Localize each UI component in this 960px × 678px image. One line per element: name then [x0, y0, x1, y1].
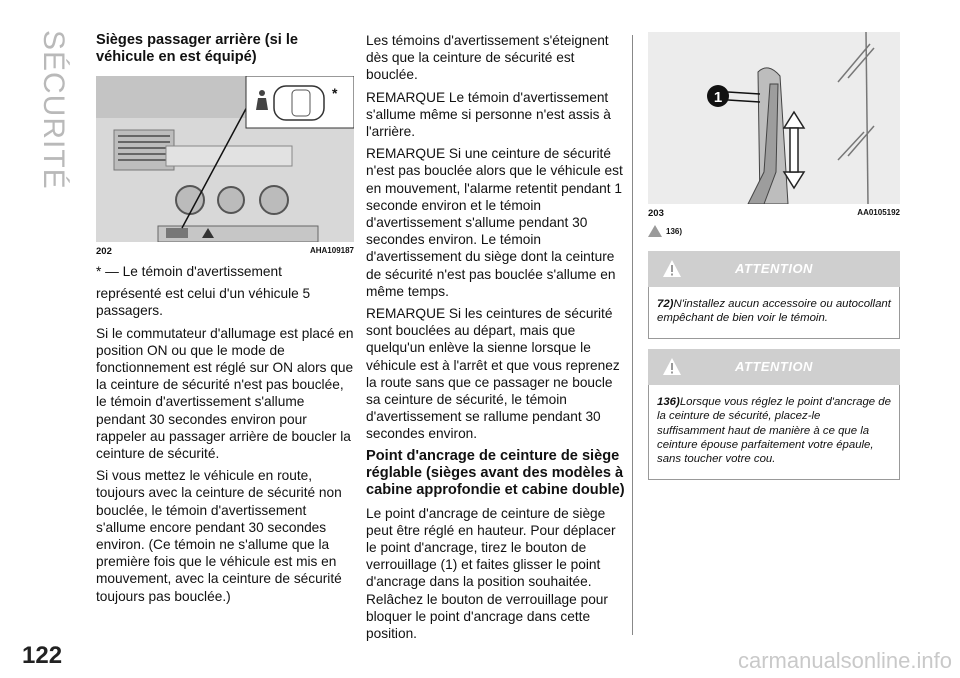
rear-seats-heading: Sièges passager arrière (si le véhicule en est équipé) — [96, 32, 299, 65]
column-1 — [96, 32, 354, 610]
watermark: carmanualsonline.info — [737, 648, 952, 673]
figure-203-caption — [648, 208, 900, 219]
attention-body — [648, 287, 900, 339]
figure-code: AHA109187 — [309, 246, 354, 255]
callout-1: 1 — [713, 89, 723, 106]
paragraph: Si vous mettez le véhicule en route, toujours avec la ceinture de sécurité non bouclée, le témoin d'avertissement s'allume encore pendant 30 secondes environ. (Ce témoin ne s'allume que la première fois que le véhicule est mis en mouvement, avec la ceinture de sécurité toujours pas bouclée.) — [96, 468, 342, 604]
column-3 — [648, 32, 900, 490]
figure-202-dashboard — [96, 76, 354, 242]
paragraph: REMARQUE Le témoin d'avertissement s'allume même si personne n'est assis à l'arrière. — [366, 89, 611, 140]
warning-triangle-icon — [648, 225, 662, 237]
attention-ref: 136) — [657, 395, 680, 408]
figure-202-caption — [96, 246, 354, 257]
figure-star: * — [332, 85, 338, 101]
warning-reference — [648, 225, 900, 237]
attention-ref: 72) — [657, 298, 674, 310]
attention-title: ATTENTION — [735, 358, 813, 374]
paragraph: REMARQUE Si les ceintures de sécurité sont bouclées au départ, mais que quelqu'un enlève la sienne lorsque le véhicule est à l'arrêt et que vous reprenez la route sans que ce passager ne boucle sa ceinture de sécurité, le témoin d'avertissement se rallume pendant 30 secondes environ. — [366, 306, 620, 442]
section-side-label — [18, 30, 70, 200]
dashboard-illustration — [96, 76, 354, 242]
section-title: SÉCURITÉ — [37, 30, 70, 190]
paragraph: * — Le témoin d'avertissement — [96, 264, 282, 279]
attention-box — [648, 251, 900, 339]
paragraph: représenté est celui d'un véhicule 5 passagers. — [96, 286, 311, 319]
page-number: 122 — [22, 642, 63, 669]
figure-code: AA0105192 — [857, 208, 900, 217]
column-divider — [632, 35, 633, 635]
attention-text: N'installez aucun accessoire ou autocollant empêchant de bien voir le témoin. — [657, 298, 891, 325]
attention-title: ATTENTION — [735, 261, 813, 276]
paragraph: REMARQUE Si une ceinture de sécurité n'est pas bouclée alors que le véhicule est en mouvement, l'alarme retentit pendant 1 seconde environ et le témoin d'avertissement s'allume pendant 30 secondes environ. Le témoin d'avertissement du siège dont la ceinture de sécurité n'est pas bouclée s'allume en même temps. — [366, 146, 623, 299]
anchor-illustration — [648, 32, 900, 204]
figure-203-anchor — [648, 32, 900, 204]
warning-ref-number: 136) — [666, 226, 683, 236]
figure-number: 202 — [96, 246, 112, 257]
paragraph: Les témoins d'avertissement s'éteignent dès que la ceinture de sécurité est bouclée. — [366, 33, 609, 83]
figure-number: 203 — [648, 208, 664, 219]
attention-header — [648, 349, 900, 385]
paragraph: Si le commutateur d'allumage est placé en position ON ou que le mode de fonctionnement est réglé sur ON alors que la ceinture de sécurité n'est pas bouclée, le témoin d'avertissement s'allume pendant 30 secondes environ pour rappeler au passager arrière de boucler la ceinture de sécurité. — [96, 325, 354, 462]
column-2 — [366, 32, 628, 647]
attention-header — [648, 251, 900, 287]
anchor-point-heading: Point d'ancrage de ceinture de siège réglable (sièges avant des modèles à cabine approfondie et cabine double) — [366, 447, 625, 498]
attention-text: Lorsque vous réglez le point d'ancrage de la ceinture de sécurité, placez-le suffisamment haut de manière à ce que la ceinture épouse parfaitement votre épaule, sans toucher votre cou. — [657, 395, 891, 466]
paragraph: Le point d'ancrage de ceinture de siège peut être réglé en hauteur. Pour déplacer le point d'ancrage, tirez le bouton de verrouillage (1) et faites glisser le point d'ancrage dans la position souhaitée. Relâchez le bouton de verrouillage pour bloquer le point d'ancrage dans cette position. — [366, 505, 616, 642]
attention-box — [648, 349, 900, 480]
attention-body — [648, 385, 900, 480]
